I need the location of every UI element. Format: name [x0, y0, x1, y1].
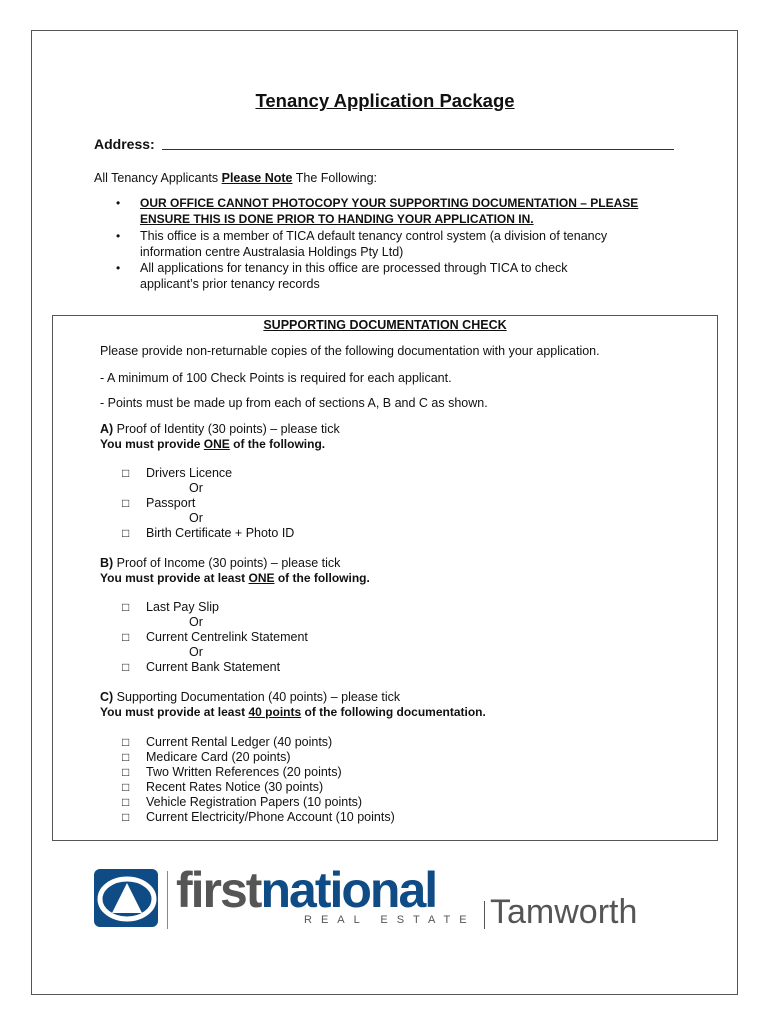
note-3-line-1: All applications for tenancy in this office are processed through TICA to check [140, 261, 568, 275]
logo-first: first [176, 862, 261, 918]
bullet-icon: • [116, 196, 121, 210]
item-label: Drivers Licence [146, 466, 233, 480]
note-1-line-1: OUR OFFICE CANNOT PHOTOCOPY YOUR SUPPORTING DOCUMENTATION – PLEASE [140, 196, 639, 210]
note-2-line-2: information centre Australasia Holdings Pty Ltd) [140, 245, 404, 259]
req-em: 40 points [248, 705, 302, 719]
item-label: Last Pay Slip [146, 600, 219, 614]
item-label: Current Centrelink Statement [146, 630, 308, 644]
checkbox-bank-statement[interactable]: □ [122, 660, 130, 674]
req-pre: You must provide [100, 437, 204, 451]
note-2-line-1: This office is a member of TICA default tenancy control system (a division of tenancy [140, 229, 608, 243]
checkbox-passport[interactable]: □ [122, 496, 130, 510]
item-label: Current Electricity/Phone Account (10 points) [146, 810, 395, 824]
item-label: Vehicle Registration Papers (10 points) [146, 795, 363, 809]
req-pre: You must provide at least [100, 571, 249, 585]
check-instructions: Please provide non-returnable copies of the following documentation with your application. [100, 344, 600, 358]
intro-emphasis: Please Note [221, 171, 293, 185]
check-heading: SUPPORTING DOCUMENTATION CHECK [263, 318, 507, 332]
intro-suffix: The Following: [292, 171, 378, 185]
or-label: Or [189, 615, 203, 629]
item-label: Two Written References (20 points) [146, 765, 342, 779]
req-em: ONE [248, 571, 275, 585]
item-label: Current Bank Statement [146, 660, 281, 674]
logo-branch: Tamworth [490, 893, 638, 931]
section-a-heading [100, 422, 340, 436]
checkbox-electricity-phone[interactable]: □ [122, 810, 130, 824]
item-label: Medicare Card (20 points) [146, 750, 291, 764]
intro-text [94, 171, 377, 185]
req-pre: You must provide at least [100, 705, 249, 719]
logo-national: national [260, 862, 437, 918]
item-label: Birth Certificate + Photo ID [146, 526, 295, 540]
section-label: Proof of Identity (30 points) – please tick [113, 422, 340, 436]
note-1-line-2: ENSURE THIS IS DONE PRIOR TO HANDING YOUR APPLICATION IN. [140, 212, 534, 226]
checkbox-references[interactable]: □ [122, 765, 130, 779]
checkbox-birth-certificate[interactable]: □ [122, 526, 130, 540]
req-post: of the following. [229, 437, 326, 451]
or-label: Or [189, 645, 203, 659]
section-letter: A) [100, 422, 114, 436]
item-label: Passport [146, 496, 196, 510]
checkbox-drivers-licence[interactable]: □ [122, 466, 130, 480]
section-letter: B) [100, 556, 114, 570]
req-post: of the following documentation. [301, 705, 486, 719]
checkbox-rates-notice[interactable]: □ [122, 780, 130, 794]
checkbox-pay-slip[interactable]: □ [122, 600, 130, 614]
section-label: Proof of Income (30 points) – please tick [113, 556, 341, 570]
address-label: Address: [94, 136, 155, 152]
req-em: ONE [203, 437, 230, 451]
page-title: Tenancy Application Package [255, 90, 515, 111]
section-label: Supporting Documentation (40 points) – please tick [113, 690, 401, 704]
checkbox-rental-ledger[interactable]: □ [122, 735, 130, 749]
address-field[interactable] [162, 149, 674, 150]
minimum-points-note: - A minimum of 100 Check Points is required for each applicant. [100, 371, 452, 385]
checkbox-medicare[interactable]: □ [122, 750, 130, 764]
req-post: of the following. [274, 571, 370, 585]
logo-subtitle: REAL ESTATE [304, 914, 476, 926]
sections-note: - Points must be made up from each of sections A, B and C as shown. [100, 396, 488, 410]
section-c-heading [100, 690, 400, 704]
or-label: Or [189, 511, 203, 525]
or-label: Or [189, 481, 203, 495]
item-label: Recent Rates Notice (30 points) [146, 780, 324, 794]
checkbox-vehicle-registration[interactable]: □ [122, 795, 130, 809]
bullet-icon: • [116, 261, 121, 275]
note-3-line-2: applicant’s prior tenancy records [140, 277, 320, 291]
bullet-icon: • [116, 229, 121, 243]
section-a-requirement [100, 437, 325, 451]
logo-emblem-icon [94, 869, 158, 929]
checkbox-centrelink[interactable]: □ [122, 630, 130, 644]
item-label: Current Rental Ledger (40 points) [146, 735, 333, 749]
section-letter: C) [100, 690, 114, 704]
section-c-requirement [100, 705, 486, 719]
section-b-requirement [100, 571, 370, 585]
intro-prefix: All Tenancy Applicants [94, 171, 222, 185]
section-b-heading [100, 556, 340, 570]
